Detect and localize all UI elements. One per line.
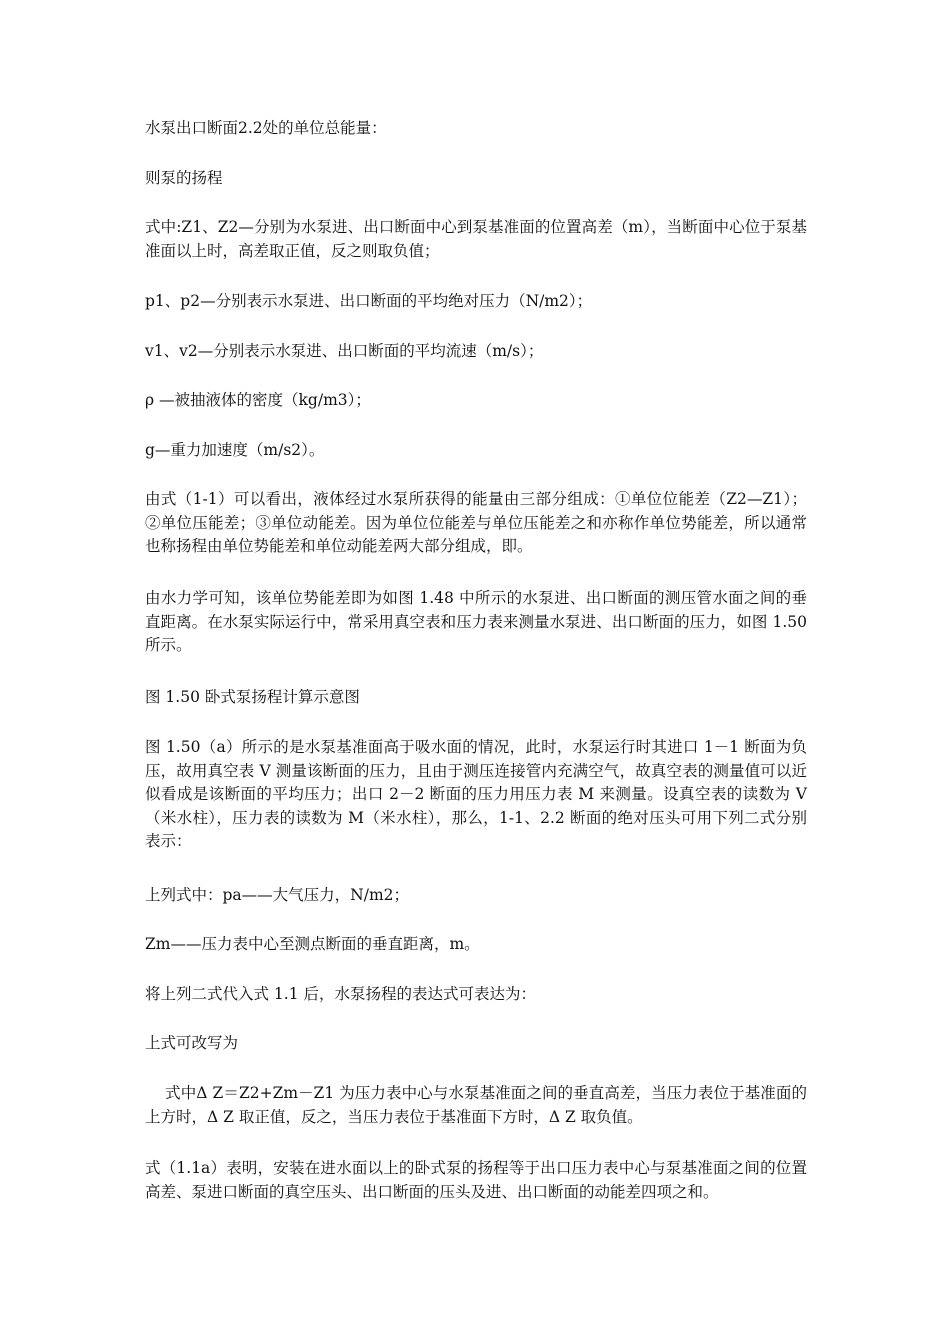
paragraph-g-definition: g—重力加速度（m/s2）。 (145, 441, 325, 459)
paragraph-rho-definition: ρ —被抽液体的密度（kg/m3）； (145, 391, 371, 409)
paragraph-conclusion: 式（1.1a）表明，安装在进水面以上的卧式泵的扬程等于出口压力表中心与泵基准面之间的位置高差、泵进口断面的真空压头、出口断面的压头及进、出口断面的动能差四项之和。 (145, 1159, 807, 1201)
paragraph-delta-z: 式中Δ Z＝Z2+Zm－Z1 为压力表中心与水泵基准面之间的垂直高差，当压力表位于基准面的上方时，Δ Z 取正值，反之，当压力表位于基准面下方时，Δ Z 取负值。 (145, 1084, 807, 1126)
figure-caption: 图 1.50 卧式泵扬程计算示意图 (145, 688, 360, 706)
paragraph-rewrite: 上式可改写为 (145, 1034, 239, 1052)
paragraph-hydraulics: 由水力学可知，该单位势能差即为如图 1.48 中所示的水泵进、出口断面的测压管水面之间的垂直距离。在水泵实际运行中，常采用真空表和压力表来测量水泵进、出口断面的压力，如图 1.50 所示。 (145, 589, 807, 654)
paragraph-energy-components: 由式（1-1）可以看出，液体经过水泵所获得的能量由三部分组成：①单位位能差（Z2—Z1）；②单位压能差；③单位动能差。因为单位位能差与单位压能差之和亦称作单位势能差，所以通常也称扬程由单位势能差和单位动能差两大部分组成，即。 (145, 490, 807, 555)
paragraph-outlet-energy: 水泵出口断面2.2处的单位总能量： (145, 119, 387, 137)
paragraph-v-definition: v1、v2—分别表示水泵进、出口断面的平均流速（m/s）； (145, 342, 544, 360)
paragraph-z-definition: 式中:Z1、Z2—分别为水泵进、出口断面中心到泵基准面的位置高差（m），当断面中心位于泵基准面以上时，高差取正值，反之则取负值； (145, 218, 807, 260)
paragraph-pa-definition: 上列式中：pa——大气压力，N/m2； (145, 886, 410, 904)
paragraph-zm-definition: Zm——压力表中心至测点断面的垂直距离，m。 (145, 935, 480, 953)
paragraph-substitution: 将上列二式代入式 1.1 后，水泵扬程的表达式可表达为： (145, 985, 537, 1003)
paragraph-figure-description: 图 1.50（a）所示的是水泵基准面高于吸水面的情况，此时，水泵运行时其进口 1－1 断面为负压，故用真空表 V 测量该断面的压力，且由于测压连接管内充满空气，故真空表的测量值可以近似看成是该断面的平均压力；出口 2－2 断面的压力用压力表 M 来测量。设真空表的读数为 V（米水柱），压力表的读数为 M（米水柱），那么，1-1、2.2 断面的绝对压头可用下列二式分别表示： (145, 738, 807, 850)
paragraph-pump-head: 则泵的扬程 (145, 169, 223, 187)
paragraph-p-definition: p1、p2—分别表示水泵进、出口断面的平均绝对压力（N/m2）； (145, 292, 593, 310)
